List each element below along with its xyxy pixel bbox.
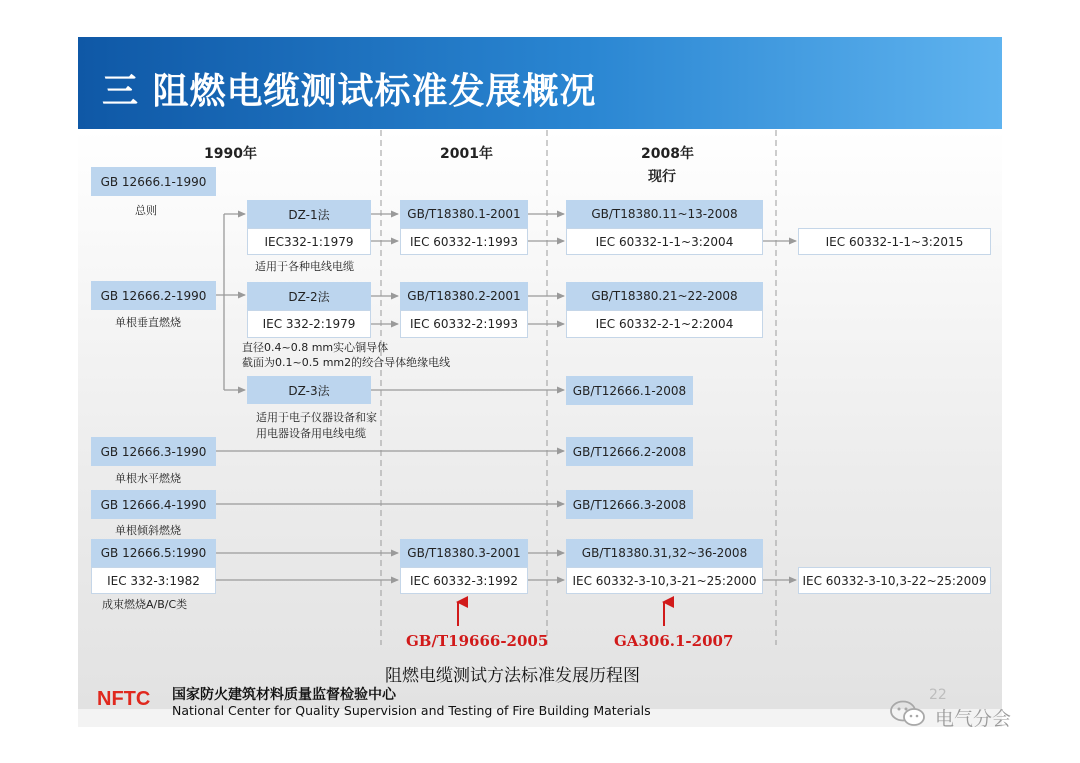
watermark-text: 电气分会 (935, 708, 1012, 730)
page-number: 22 (929, 687, 947, 703)
gbt18380-1-2001-box: GB/T18380.1-2001 (400, 200, 528, 228)
iec60332-2-1-2-2004-box: IEC 60332-2-1~2:2004 (566, 310, 763, 338)
gb-12666-1-note: 总则 (135, 204, 157, 217)
iec60332-1-1-3-2004-box: IEC 60332-1-1~3:2004 (566, 228, 763, 255)
slide-title: 三 阻燃电缆测试标准发展概况 (102, 71, 597, 112)
wechat-icon (890, 700, 926, 732)
gbt18380-31-36-2008-box: GB/T18380.31,32~36-2008 (566, 539, 763, 567)
gbt18380-11-13-2008-box: GB/T18380.11~13-2008 (566, 200, 763, 228)
ref-ga306-1-2007: GA306.1-2007 (614, 632, 734, 650)
gbt12666-3-2008-box: GB/T12666.3-2008 (566, 490, 693, 519)
dz2-note-2: 截面为0.1~0.5 mm2的绞合导体绝缘电线 (242, 356, 451, 369)
gbt12666-2-2008-box: GB/T12666.2-2008 (566, 437, 693, 466)
gb-12666-4-box: GB 12666.4-1990 (91, 490, 216, 519)
gb-12666-3-box: GB 12666.3-1990 (91, 437, 216, 466)
iec332-1-1979-box: IEC332-1:1979 (247, 228, 371, 255)
iec60332-3-1992-box: IEC 60332-3:1992 (400, 567, 528, 594)
gbt12666-1-2008-box: GB/T12666.1-2008 (566, 376, 693, 405)
gb-12666-1-box: GB 12666.1-1990 (91, 167, 216, 196)
diagram-caption: 阻燃电缆测试方法标准发展历程图 (385, 666, 640, 686)
dz1-method-box: DZ-1法 (247, 200, 371, 228)
org-name-chinese: 国家防火建筑材料质量监督检验中心 (172, 687, 396, 703)
ref-gbt19666-2005: GB/T19666-2005 (406, 632, 549, 650)
iec60332-3-10-2000-box: IEC 60332-3-10,3-21~25:2000 (566, 567, 763, 594)
dz2-method-box: DZ-2法 (247, 282, 371, 310)
year-2001: 2001年 (440, 146, 493, 162)
gb-12666-2-note: 单根垂直燃烧 (115, 316, 181, 329)
year-1990: 1990年 (204, 146, 257, 162)
gbt18380-21-22-2008-box: GB/T18380.21~22-2008 (566, 282, 763, 310)
iec60332-3-10-2009-box: IEC 60332-3-10,3-22~25:2009 (798, 567, 991, 594)
nftc-logo: NFTC (97, 688, 151, 710)
dz1-note: 适用于各种电线电缆 (255, 260, 354, 273)
gb-12666-5-note: 成束燃烧A/B/C类 (102, 598, 188, 611)
org-name-english: National Center for Quality Supervision and Testing of Fire Building Materials (172, 703, 651, 718)
gb-12666-2-box: GB 12666.2-1990 (91, 281, 216, 310)
year-2008-current: 现行 (648, 169, 676, 185)
iec60332-1-1993-box: IEC 60332-1:1993 (400, 228, 528, 255)
iec332-2-1979-box: IEC 332-2:1979 (247, 310, 371, 338)
year-2008: 2008年 (641, 146, 694, 162)
gbt18380-2-2001-box: GB/T18380.2-2001 (400, 282, 528, 310)
iec-332-3-1982-box: IEC 332-3:1982 (91, 567, 216, 594)
dz2-note-1: 直径0.4~0.8 mm实心铜导体 (242, 341, 389, 354)
gb-12666-5-box: GB 12666.5:1990 (91, 539, 216, 567)
dz3-note-1: 适用于电子仪器设备和家 (256, 411, 377, 424)
gb-12666-3-note: 单根水平燃烧 (115, 472, 181, 485)
dz3-method-box: DZ-3法 (247, 376, 371, 404)
gb-12666-4-note: 单根倾斜燃烧 (115, 524, 181, 537)
gbt18380-3-2001-box: GB/T18380.3-2001 (400, 539, 528, 567)
iec60332-1-1-3-2015-box: IEC 60332-1-1~3:2015 (798, 228, 991, 255)
dz3-note-2: 用电器设备用电线电缆 (256, 427, 366, 440)
iec60332-2-1993-box: IEC 60332-2:1993 (400, 310, 528, 338)
